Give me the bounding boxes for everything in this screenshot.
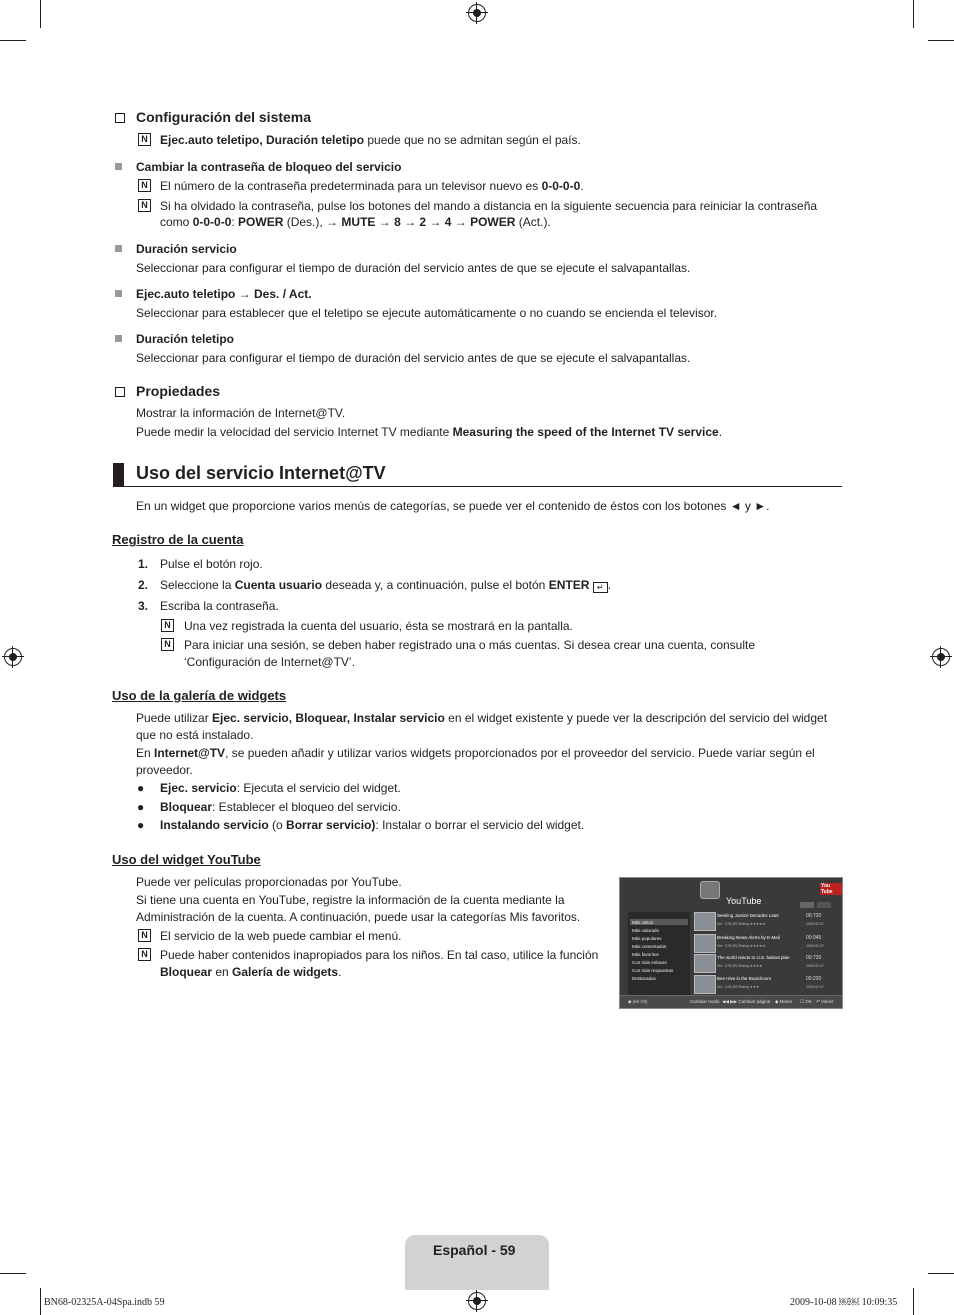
widget-control-bar [620, 995, 842, 1008]
note-icon: N [138, 179, 151, 192]
bar-hint: ◆ (en V2) [628, 999, 648, 1004]
youtube-note-1: El servicio de la web puede cambiar el menú. [160, 929, 402, 943]
menu-item[interactable]: Destacados [632, 976, 656, 981]
page-number: Español - 59 [433, 1242, 516, 1258]
propiedades-line-1: Mostrar la información de Internet@TV. [136, 406, 346, 420]
galeria-heading: Uso de la galería de widgets [112, 688, 287, 703]
crop-mark [0, 40, 26, 41]
registration-mark-icon [4, 648, 22, 666]
step-1: Pulse el botón rojo. [160, 557, 263, 571]
step-3: Escriba la contraseña. [160, 599, 279, 613]
section-title: Uso del servicio Internet@TV [136, 463, 386, 483]
crop-mark [913, 1288, 914, 1315]
note-icon: N [138, 133, 151, 146]
category-menu [628, 912, 690, 998]
galeria-bullet-1: Ejec. servicio: Ejecuta el servicio del widget. [160, 781, 401, 795]
video-title: The world reacts to U.S. bailout plan [717, 955, 790, 960]
password-note-2-cont: como 0-0-0-0: POWER (Des.), → MUTE → 8 → 2 → 4 → POWER (Act.). [160, 215, 551, 229]
crop-mark [913, 0, 914, 28]
video-title: Seeking Justice Decades Later [717, 913, 780, 918]
youtube-p2: Si tiene una cuenta en YouTube, registre la información de la cuenta mediante la [136, 893, 565, 907]
video-duration: 00:045 [806, 935, 822, 941]
registration-mark-icon [468, 4, 486, 22]
print-date: 2009-10-08 ￼￼ 10:09:35 [790, 1297, 898, 1308]
video-item[interactable] [694, 954, 834, 973]
video-date: 2009-02-07 [806, 964, 824, 968]
bar-back: ↶ Volver [816, 999, 834, 1004]
menu-item[interactable]: Más vistos [632, 920, 654, 925]
ejec-auto-label: Ejec.auto teletipo → Des. / Act. [136, 287, 312, 301]
checkbox-bullet-icon [115, 113, 125, 123]
galeria-bullet-2: Bloquear: Establecer el bloqueo del servicio. [160, 800, 401, 814]
password-note-1: El número de la contraseña predeterminada para un televisor nuevo es 0-0-0-0. [160, 179, 584, 193]
widget-tab-icon [817, 902, 831, 908]
note-icon: N [138, 199, 151, 212]
menu-item[interactable]: Más comentados [632, 944, 667, 949]
enter-icon: ↵ [593, 582, 608, 593]
youtube-heading: Uso del widget YouTube [112, 852, 261, 867]
password-label: Cambiar la contraseña de bloqueo del servicio [136, 160, 402, 174]
propiedades-line-2: Puede medir la velocidad del servicio Internet TV mediante Measuring the speed of the Internet TV service. [136, 425, 723, 439]
config-note: Ejec.auto teletipo, Duración teletipo puede que no se admitan según el país. [160, 133, 581, 147]
square-bullet-icon [115, 290, 122, 297]
password-note-2: Si ha olvidado la contraseña, pulse los botones del mando a distancia en la siguiente secuencia para reiniciar la contraseña [160, 199, 818, 213]
youtube-note-2: Puede haber contenidos inapropiados para los niños. En tal caso, utilice la función [160, 948, 599, 962]
video-thumbnail [694, 954, 716, 973]
registro-note-2-cont: ‘Configuración de Internet@TV’. [184, 655, 355, 669]
video-date: 2009-02-07 [806, 985, 824, 989]
square-bullet-icon [115, 163, 122, 170]
galeria-p2-cont: proveedor. [136, 763, 193, 777]
video-thumbnail [694, 975, 716, 994]
video-meta: Ver : 378,392 Rating ★★★★ [717, 964, 763, 968]
video-meta: Ver : 378,392 Rating ★★★ [717, 985, 760, 989]
registration-mark-icon [468, 1292, 486, 1310]
registro-heading: Registro de la cuenta [112, 532, 244, 547]
step-2: Seleccione la Cuenta usuario deseada y, a continuación, pulse el botón ENTER ↵ . [160, 578, 612, 592]
video-item[interactable] [694, 975, 834, 994]
bullet-icon: ● [137, 800, 145, 814]
video-thumbnail [694, 934, 716, 953]
square-bullet-icon [115, 335, 122, 342]
video-item[interactable] [694, 912, 834, 931]
video-thumbnail [694, 912, 716, 931]
section-rule [113, 486, 842, 487]
duracion-servicio-label: Duración servicio [136, 242, 237, 256]
galeria-bullet-3: Instalando servicio (o Borrar servicio): Instalar o borrar el servicio del widget. [160, 818, 585, 832]
section-marker [113, 463, 124, 486]
file-info: BN68-02325A-04Spa.indb 59 [44, 1297, 165, 1308]
bar-ok: ☐ OK [800, 999, 812, 1004]
video-duration: 00:720 [806, 955, 822, 961]
config-heading: Configuración del sistema [136, 109, 312, 125]
bar-mode: Cambiar modo [690, 999, 720, 1004]
youtube-logo: You Tube [820, 883, 842, 895]
duracion-teletipo-desc: Seleccionar para configurar el tiempo de duración del servicio antes de que se ejecute el salvapantallas. [136, 351, 691, 365]
crop-mark [0, 1273, 26, 1274]
video-duration: 00:720 [806, 913, 822, 919]
youtube-p1: Puede ver películas proporcionadas por YouTube. [136, 875, 402, 889]
step-number: 1. [138, 557, 149, 571]
menu-item[interactable]: Con más respuestas [632, 968, 674, 973]
widget-tab-icon [800, 902, 814, 908]
menu-item[interactable]: Más favoritos [632, 952, 659, 957]
bar-page: ◀◀ ▶▶ Cambiar página [722, 999, 771, 1004]
youtube-widget-screenshot [619, 877, 843, 1009]
youtube-p3: Administración de la cuenta. A continuación, puede usar la categorías Mis favoritos. [136, 910, 581, 924]
youtube-note-2-cont: Bloquear en Galería de widgets. [160, 965, 342, 979]
bullet-icon: ● [137, 818, 145, 832]
video-meta: Ver : 378,392 Rating ★★★★★ [717, 944, 766, 948]
video-date: 2009-02-07 [806, 922, 824, 926]
registro-note-1: Una vez registrada la cuenta del usuario, ésta se mostrará en la pantalla. [184, 619, 573, 633]
menu-item[interactable]: Más valorado [632, 928, 660, 933]
video-meta: Ver : 378,392 Rating ★★★★★ [717, 922, 766, 926]
bar-move: ◆ Mover [775, 999, 793, 1004]
note-icon: N [161, 638, 174, 651]
galeria-p2: En Internet@TV, se pueden añadir y utilizar varios widgets proporcionados por el proveedor del servicio. Puede variar según el [136, 746, 815, 760]
video-title: Breaking News Alerts by E-Mail [717, 935, 780, 940]
note-icon: N [138, 948, 151, 961]
checkbox-bullet-icon [115, 387, 125, 397]
menu-item[interactable]: Con más enlaces [632, 960, 667, 965]
ejec-auto-desc: Seleccionar para establecer que el teletipo se ejecute automáticamente o no cuando se encienda el televisor. [136, 306, 718, 320]
crop-mark [928, 1273, 954, 1274]
registro-note-2: Para iniciar una sesión, se deben haber registrado una o más cuentas. Si desea crear una cuenta, consulte [184, 638, 756, 652]
square-bullet-icon [115, 245, 122, 252]
tv-icon [700, 881, 720, 899]
widget-title: YouTube [726, 896, 762, 906]
step-number: 3. [138, 599, 149, 613]
propiedades-heading: Propiedades [136, 383, 221, 399]
video-duration: 00:220 [806, 976, 822, 982]
video-item[interactable] [694, 934, 834, 953]
duracion-teletipo-label: Duración teletipo [136, 332, 235, 346]
galeria-p1-cont: que no está instalado. [136, 728, 254, 742]
crop-mark [40, 1288, 41, 1315]
registration-mark-icon [932, 648, 950, 666]
duracion-servicio-desc: Seleccionar para configurar el tiempo de duración del servicio antes de que se ejecute el salvapantallas. [136, 261, 691, 275]
note-icon: N [138, 929, 151, 942]
section-intro: En un widget que proporcione varios menús de categorías, se puede ver el contenido de éstos con los botones ◄ y ►. [136, 499, 770, 513]
video-title: Bee Hive in the Boardroom [717, 976, 772, 981]
bullet-icon: ● [137, 781, 145, 795]
note-icon: N [161, 619, 174, 632]
galeria-p1: Puede utilizar Ejec. servicio, Bloquear, Instalar servicio en el widget existente y puede ver la descripción del servicio del widget [136, 711, 828, 725]
crop-mark [40, 0, 41, 28]
crop-mark [928, 40, 954, 41]
menu-item[interactable]: Más populares [632, 936, 662, 941]
video-date: 2009-02-07 [806, 944, 824, 948]
step-number: 2. [138, 578, 149, 592]
